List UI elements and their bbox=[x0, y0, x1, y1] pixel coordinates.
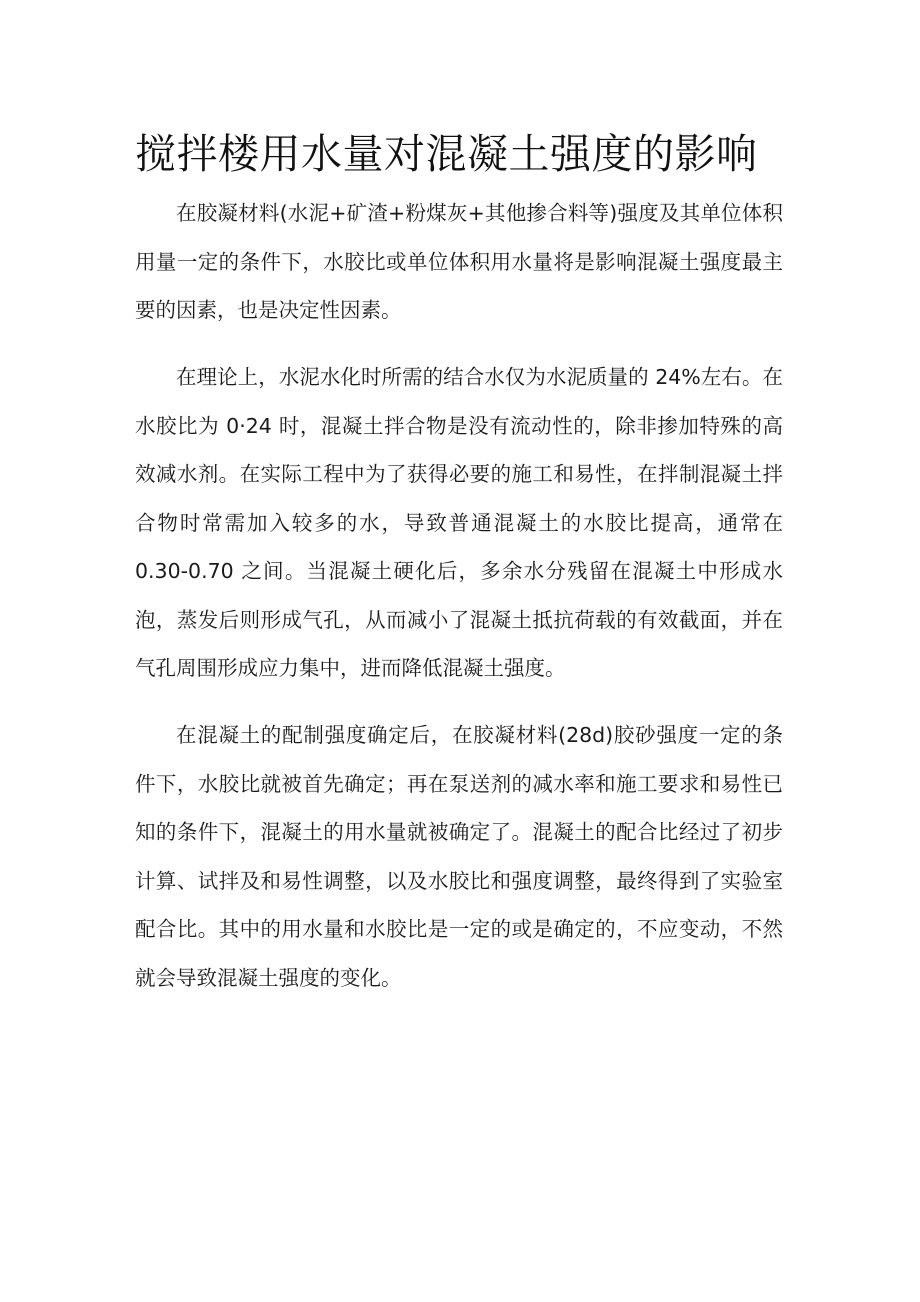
paragraph-2: 在理论上，水泥水化时所需的结合水仅为水泥质量的 24%左右。在水胶比为 0·24 时，混凝土拌合物是没有流动性的，除非掺加特殊的高效减水剂。在实际工程中为了获得必要的施工和易性，在拌制混凝土拌合物时常需加入较多的水，导致普通混凝土的水胶比提高，通常在 0.30-0.70 之间。当混凝土硬化后，多余水分残留在混凝土中形成水泡，蒸发后则形成气孔，从而减小了混凝土抵抗荷载的有效截面，并在气孔周围形成应力集中，进而降低混凝土强度。 bbox=[135, 365, 783, 680]
paragraph-1: 在胶凝材料(水泥+矿渣+粉煤灰+其他掺合料等)强度及其单位体积用量一定的条件下，水胶比或单位体积用水量将是影响混凝土强度最主要的因素，也是决定性因素。 bbox=[135, 201, 783, 322]
document-title: 搅拌楼用水量对混凝土强度的影响 bbox=[135, 130, 758, 178]
paragraph-3: 在混凝土的配制强度确定后，在胶凝材料(28d)胶砂强度一定的条件下，水胶比就被首先确定；再在泵送剂的减水率和施工要求和易性已知的条件下，混凝土的用水量就被确定了。混凝土的配合比经过了初步计算、试拌及和易性调整，以及水胶比和强度调整，最终得到了实验室配合比。其中的用水量和水胶比是一定的或是确定的，不应变动，不然就会导致混凝土强度的变化。 bbox=[135, 723, 783, 990]
